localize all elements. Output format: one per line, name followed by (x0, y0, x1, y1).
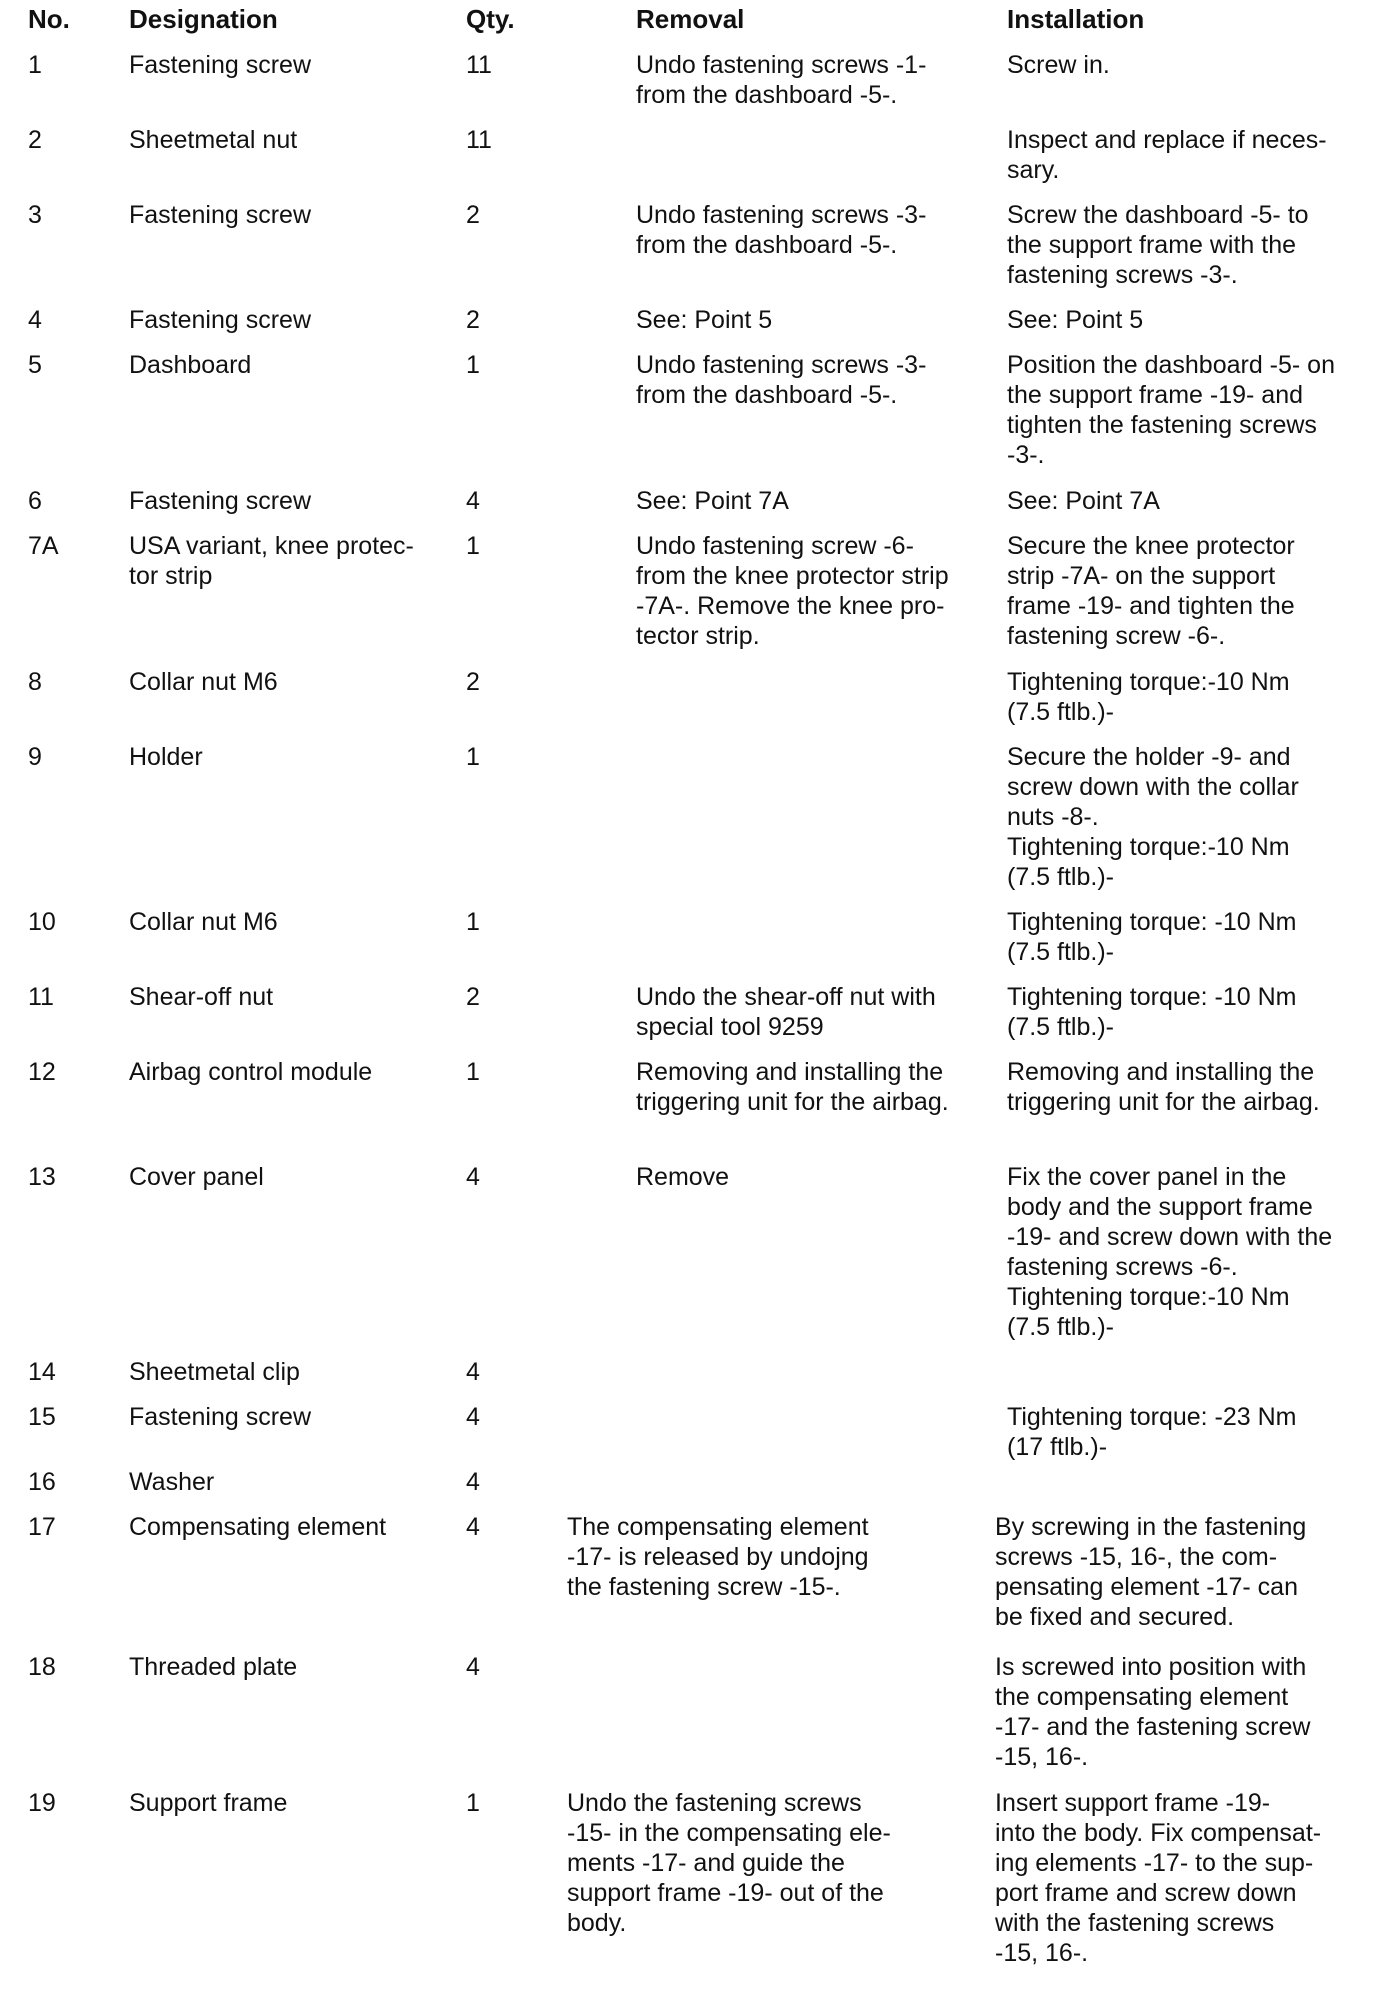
row-qty: 4 (466, 1513, 480, 1541)
row-designation: Support frame (129, 1789, 288, 1817)
row-designation: Dashboard (129, 351, 252, 379)
row-qty: 4 (466, 1653, 480, 1681)
row-installation: Tightening torque: -10 Nm (7.5 ftlb.)- (1007, 983, 1297, 1041)
row-designation: Fastening screw (129, 51, 312, 79)
row-no: 2 (28, 126, 42, 154)
header-no: No. (28, 4, 70, 34)
row-qty: 2 (466, 983, 480, 1011)
row-removal: Undo fastening screws -3- from the dashboard -5-. (636, 351, 927, 409)
row-designation: Sheetmetal nut (129, 126, 298, 154)
row-no: 14 (28, 1358, 56, 1386)
row-no: 12 (28, 1058, 56, 1086)
row-installation: Secure the knee protector strip -7A- on the support frame -19- and tighten the fastening screw -6-. (1007, 532, 1295, 650)
row-installation: Position the dashboard -5- on the support frame -19- and tighten the fastening screws -3-. (1007, 351, 1335, 469)
row-removal: Undo fastening screws -1- from the dashboard -5-. (636, 51, 927, 109)
row-qty: 1 (466, 532, 480, 560)
row-installation: See: Point 7A (1007, 487, 1160, 515)
row-qty: 4 (466, 1163, 480, 1191)
row-designation: Sheetmetal clip (129, 1358, 300, 1386)
row-qty: 2 (466, 306, 480, 334)
row-qty: 4 (466, 1403, 480, 1431)
row-removal: Undo the shear-off nut with special tool 9259 (636, 983, 936, 1041)
row-removal: See: Point 5 (636, 306, 773, 334)
row-qty: 2 (466, 668, 480, 696)
row-installation: Screw in. (1007, 51, 1110, 79)
row-installation: Tightening torque:-10 Nm (7.5 ftlb.)- (1007, 668, 1290, 726)
row-no: 6 (28, 487, 42, 515)
row-no: 5 (28, 351, 42, 379)
row-designation: Collar nut M6 (129, 908, 278, 936)
row-installation: Is screwed into position with the compensating element -17- and the fastening screw -15, 16-. (995, 1653, 1311, 1771)
row-no: 1 (28, 51, 42, 79)
header-removal: Removal (636, 4, 745, 34)
row-designation: Washer (129, 1468, 215, 1496)
row-qty: 4 (466, 1358, 480, 1386)
header-designation: Designation (129, 4, 278, 34)
row-no: 8 (28, 668, 42, 696)
row-no: 15 (28, 1403, 56, 1431)
row-qty: 11 (466, 126, 492, 154)
header-qty: Qty. (466, 4, 515, 34)
row-qty: 1 (466, 743, 480, 771)
row-installation: By screwing in the fastening screws -15, 16-, the com- pensating element -17- can be fixed and secured. (995, 1513, 1307, 1631)
row-qty: 4 (466, 487, 480, 515)
row-designation: Fastening screw (129, 1403, 312, 1431)
row-no: 7A (28, 532, 59, 560)
row-designation: USA variant, knee protec- tor strip (129, 532, 414, 590)
row-no: 10 (28, 908, 56, 936)
row-removal: Undo the fastening screws -15- in the compensating ele- ments -17- and guide the support frame -19- out of the body. (567, 1789, 891, 1937)
row-designation: Threaded plate (129, 1653, 298, 1681)
row-no: 9 (28, 743, 42, 771)
header-installation: Installation (1007, 4, 1145, 34)
row-designation: Fastening screw (129, 487, 312, 515)
row-installation: Fix the cover panel in the body and the support frame -19- and screw down with the fastening screws -6-. Tightening torque:-10 Nm (7.5 ftlb.)- (1007, 1163, 1333, 1341)
row-removal: Removing and installing the triggering unit for the airbag. (636, 1058, 949, 1116)
row-designation: Cover panel (129, 1163, 264, 1191)
row-designation: Collar nut M6 (129, 668, 278, 696)
row-qty: 1 (466, 908, 480, 936)
row-no: 16 (28, 1468, 56, 1496)
row-removal: The compensating element -17- is released by undojng the fastening screw -15-. (567, 1513, 869, 1601)
row-no: 3 (28, 201, 42, 229)
row-designation: Shear-off nut (129, 983, 274, 1011)
row-removal: Undo fastening screws -3- from the dashboard -5-. (636, 201, 927, 259)
row-qty: 1 (466, 351, 480, 379)
row-installation: Insert support frame -19- into the body. Fix compensat- ing elements -17- to the sup- port frame and screw down with the fastening screws -15, 16-. (995, 1789, 1322, 1967)
row-no: 18 (28, 1653, 56, 1681)
row-qty: 1 (466, 1058, 480, 1086)
row-qty: 11 (466, 51, 492, 79)
row-designation: Holder (129, 743, 203, 771)
row-removal: See: Point 7A (636, 487, 789, 515)
row-designation: Airbag control module (129, 1058, 373, 1086)
row-qty: 2 (466, 201, 480, 229)
row-designation: Compensating element (129, 1513, 387, 1541)
row-installation: Tightening torque: -10 Nm (7.5 ftlb.)- (1007, 908, 1297, 966)
row-removal: Remove (636, 1163, 730, 1191)
row-removal: Undo fastening screw -6- from the knee protector strip -7A-. Remove the knee pro- tector strip. (636, 532, 949, 650)
row-no: 17 (28, 1513, 56, 1541)
row-no: 11 (28, 983, 54, 1011)
row-designation: Fastening screw (129, 201, 312, 229)
row-no: 4 (28, 306, 42, 334)
row-no: 13 (28, 1163, 56, 1191)
row-qty: 4 (466, 1468, 480, 1496)
row-installation: Screw the dashboard -5- to the support frame with the fastening screws -3-. (1007, 201, 1309, 289)
row-designation: Fastening screw (129, 306, 312, 334)
row-installation: Tightening torque: -23 Nm (17 ftlb.)- (1007, 1403, 1297, 1461)
row-installation: Removing and installing the triggering unit for the airbag. (1007, 1058, 1320, 1116)
row-no: 19 (28, 1789, 56, 1817)
row-qty: 1 (466, 1789, 480, 1817)
row-installation: Secure the holder -9- and screw down with the collar nuts -8-. Tightening torque:-10 Nm (7.5 ftlb.)- (1007, 743, 1299, 891)
row-installation: Inspect and replace if neces- sary. (1007, 126, 1327, 184)
row-installation: See: Point 5 (1007, 306, 1144, 334)
